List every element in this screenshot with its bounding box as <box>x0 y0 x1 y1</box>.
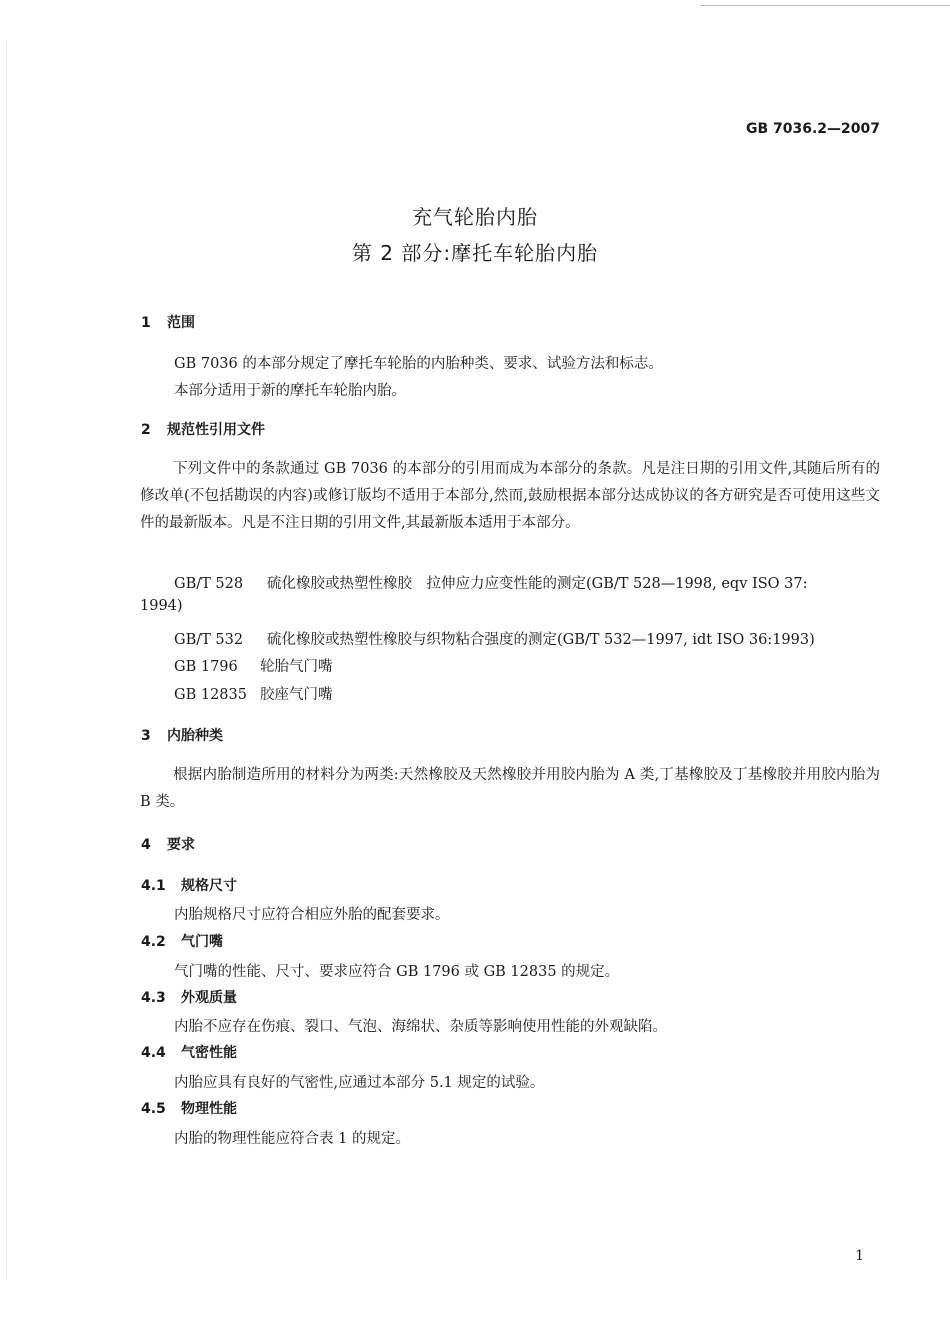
subsection-number: 4.2 <box>141 934 166 950</box>
reference-item <box>174 628 815 649</box>
reference-continuation: 1994) <box>140 598 183 614</box>
subsection-title: 气密性能 <box>181 1045 237 1061</box>
reference-item <box>174 683 333 704</box>
section-title: 内胎种类 <box>167 728 223 744</box>
section-1-heading <box>141 312 195 332</box>
page-number: 1 <box>855 1248 864 1264</box>
subsection-title: 气门嘴 <box>181 934 223 950</box>
subsection-4-5-heading <box>141 1098 237 1118</box>
scope-paragraph-1: GB 7036 的本部分规定了摩托车轮胎的内胎种类、要求、试验方法和标志。 <box>174 356 663 372</box>
subsection-4-3-text: 内胎不应存在伤痕、裂口、气泡、海绵状、杂质等影响使用性能的外观缺陷。 <box>174 1019 667 1035</box>
reference-code: GB 12835 <box>174 687 247 703</box>
reference-title: 胶座气门嘴 <box>260 687 333 703</box>
subsection-4-5-text: 内胎的物理性能应符合表 1 的规定。 <box>174 1131 410 1147</box>
subsection-title: 外观质量 <box>181 990 237 1006</box>
subsection-number: 4.4 <box>141 1045 166 1061</box>
reference-item <box>174 655 333 676</box>
subsection-number: 4.1 <box>141 878 166 894</box>
subsection-number: 4.3 <box>141 990 166 1006</box>
reference-title: 轮胎气门嘴 <box>260 659 333 675</box>
section-title: 范围 <box>167 315 195 331</box>
reference-item <box>174 572 808 593</box>
document-title: 充气轮胎内胎 <box>412 205 538 229</box>
reference-code: GB/T 532 <box>174 632 244 648</box>
subsection-number: 4.5 <box>141 1101 166 1117</box>
section-3-heading <box>141 725 223 745</box>
top-rule <box>700 5 950 6</box>
reference-code: GB 1796 <box>174 659 238 675</box>
subsection-4-1-text: 内胎规格尺寸应符合相应外胎的配套要求。 <box>174 907 450 923</box>
section-number: 1 <box>141 315 151 331</box>
standard-number: GB 7036.2—2007 <box>745 121 880 137</box>
subsection-4-4-text: 内胎应具有良好的气密性,应通过本部分 5.1 规定的试验。 <box>174 1075 545 1091</box>
reference-title: 硫化橡胶或热塑性橡胶与织物粘合强度的测定(GB/T 532—1997, idt ISO 36:1993) <box>267 632 815 648</box>
reference-title: 硫化橡胶或热塑性橡胶 拉伸应力应变性能的测定(GB/T 528—1998, eqv ISO 37: <box>267 576 808 592</box>
section-number: 2 <box>141 422 151 438</box>
section-4-heading <box>141 834 195 854</box>
subsection-4-2-text: 气门嘴的性能、尺寸、要求应符合 GB 1796 或 GB 12835 的规定。 <box>174 964 620 980</box>
section-title: 规范性引用文件 <box>167 422 265 438</box>
subsection-title: 物理性能 <box>181 1101 237 1117</box>
section-number: 3 <box>141 728 151 744</box>
section-title: 要求 <box>167 837 195 853</box>
document-subtitle: 第 2 部分:摩托车轮胎内胎 <box>351 241 599 265</box>
reference-code: GB/T 528 <box>174 576 244 592</box>
scope-paragraph-2: 本部分适用于新的摩托车轮胎内胎。 <box>174 383 406 399</box>
subsection-4-1-heading <box>141 875 237 895</box>
subsection-title: 规格尺寸 <box>181 878 237 894</box>
types-paragraph: 根据内胎制造所用的材料分为两类:天然橡胶及天然橡胶并用胶内胎为 A 类,丁基橡胶及丁基橡胶并用胶内胎为 B 类。 <box>140 767 880 810</box>
subsection-4-2-heading <box>141 931 223 951</box>
subsection-4-3-heading <box>141 987 237 1007</box>
section-number: 4 <box>141 837 151 853</box>
section-2-heading <box>141 419 265 439</box>
refs-intro-paragraph: 下列文件中的条款通过 GB 7036 的本部分的引用而成为本部分的条款。凡是注日期的引用文件,其随后所有的修改单(不包括勘误的内容)或修订版均不适用于本部分,然而,鼓励根据本部分达成协议的各方研究是否可使用这些文件的最新版本。凡是不注日期的引用文件,其最新版本适用于本部分。 <box>140 461 880 531</box>
subsection-4-4-heading <box>141 1042 237 1062</box>
